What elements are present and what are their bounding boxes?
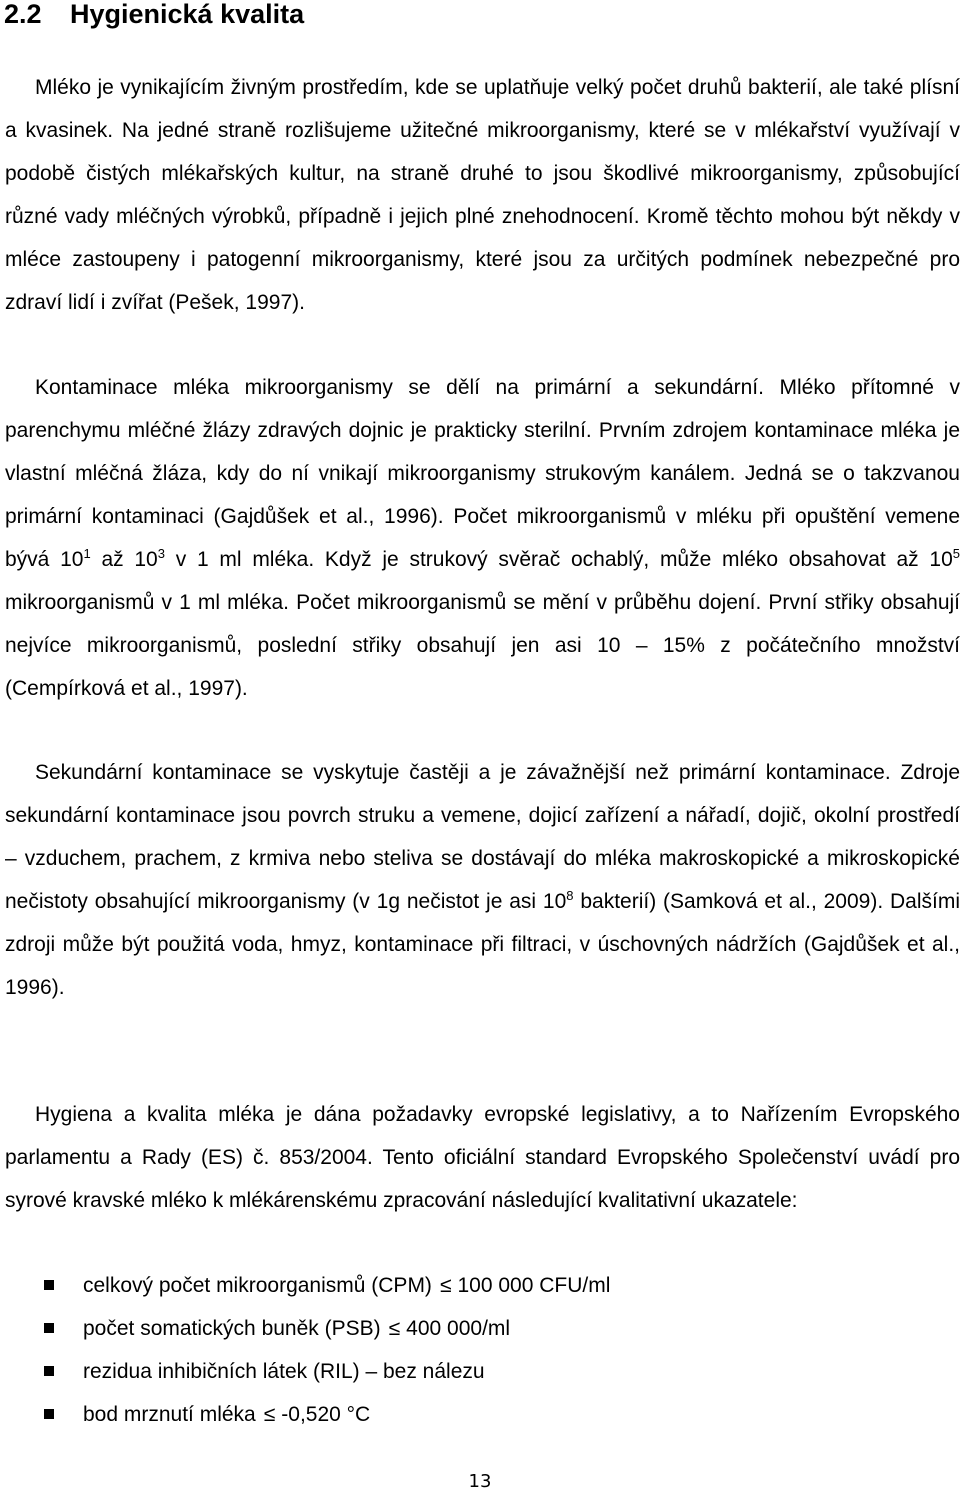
less-or-equal-icon: ≤ — [439, 1274, 452, 1297]
section-title: Hygienická kvalita — [70, 0, 305, 29]
quality-indicators-list — [0, 1264, 610, 1436]
exponent: 5 — [952, 546, 960, 561]
exponent: 1 — [83, 546, 91, 561]
square-bullet-icon — [44, 1323, 54, 1333]
list-item-label: bod mrznutí mléka — [83, 1403, 256, 1426]
paragraph-text: bakterií) (Samková et al., 2009). Dalšími zdroji může být použitá voda, hmyz, kontaminace při filtraci, v úschovných nádržích (Gajdůšek et al., 1996). — [5, 890, 960, 999]
list-item — [0, 1350, 610, 1393]
exponent: 8 — [566, 888, 574, 903]
list-item-value: 400 000/ml — [406, 1317, 511, 1340]
less-or-equal-icon: ≤ — [263, 1403, 276, 1426]
paragraph-text: Sekundární kontaminace se vyskytuje častěji a je závažnější než primární kontaminace. Zdroje sekundární kontaminace jsou povrch struku a vemene, dojicí zařízení a nářadí, dojič, okolní prostředí – vzduchem, prachem, z krmiva nebo steliva se dostávají do mléka makroskopické a mikroskopické nečistoty obsahující mikroorganismy (v 1g nečistot je asi 10 — [5, 761, 960, 913]
square-bullet-icon — [44, 1280, 54, 1290]
square-bullet-icon — [44, 1366, 54, 1376]
section-number: 2.2 — [4, 0, 42, 29]
paragraph-text: v 1 ml mléka. Když je strukový svěrač ochablý, může mléko obsahovat až 10 — [164, 548, 953, 571]
list-item — [0, 1307, 610, 1350]
square-bullet-icon — [44, 1409, 54, 1419]
list-item-label: celkový počet mikroorganismů (CPM) — [83, 1274, 432, 1297]
list-item-label: počet somatických buněk (PSB) — [83, 1317, 381, 1340]
section-heading — [4, 0, 304, 32]
paragraph-secondary-contamination — [5, 751, 960, 1009]
paragraph-text: mikroorganismů v 1 ml mléka. Počet mikroorganismů se mění v průběhu dojení. První střiky obsahují nejvíce mikroorganismů, poslední střiky obsahují jen asi 10 – 15% z počátečního množství (Cempírková et al., 1997). — [5, 591, 960, 700]
page-number: 13 — [468, 1471, 492, 1492]
list-item-label: rezidua inhibičních látek (RIL) – bez nálezu — [83, 1360, 485, 1383]
paragraph-text: až 10 — [90, 548, 158, 571]
paragraph-primary-contamination — [5, 366, 960, 710]
list-item-value: 100 000 CFU/ml — [457, 1274, 611, 1297]
list-item-value: -0,520 °C — [281, 1403, 371, 1426]
paragraph-text: Kontaminace mléka mikroorganismy se dělí na primární a sekundární. Mléko přítomné v parenchymu mléčné žlázy zdravých dojnic je prakticky sterilní. Prvním zdrojem kontaminace mléka je vlastní mléčná žláza, kdy do ní vnikají mikroorganismy strukovým kanálem. Jedná se o takzvanou primární kontaminaci (Gajdůšek et al., 1996). Počet mikroorganismů v mléku při opuštění vemene bývá 10 — [5, 376, 960, 571]
list-item — [0, 1264, 610, 1307]
paragraph-legislation: Hygiena a kvalita mléka je dána požadavky evropské legislativy, a to Nařízením Evropského parlamentu a Rady (ES) č. 853/2004. Tento oficiální standard Evropského Společenství uvádí pro syrové kravské mléko k mlékárenskému zpracování následující kvalitativní ukazatele: — [5, 1103, 960, 1212]
list-item — [0, 1393, 610, 1436]
paragraph-microflora: Mléko je vynikajícím živným prostředím, kde se uplatňuje velký počet druhů bakterií, ale také plísní a kvasinek. Na jedné straně rozlišujeme užitečné mikroorganismy, které se v mlékařství využívají v podobě čistých mlékařských kultur, na straně druhé to jsou škodlivé mikroorganismy, způsobující různé vady mléčných výrobků, případně i jejich plné znehodnocení. Kromě těchto mohou být někdy v mléce zastoupeny i patogenní mikroorganismy, které jsou za určitých podmínek nebezpečné pro zdraví lidí i zvířat (Pešek, 1997). — [5, 76, 960, 314]
less-or-equal-icon: ≤ — [388, 1317, 401, 1340]
exponent: 3 — [157, 546, 165, 561]
